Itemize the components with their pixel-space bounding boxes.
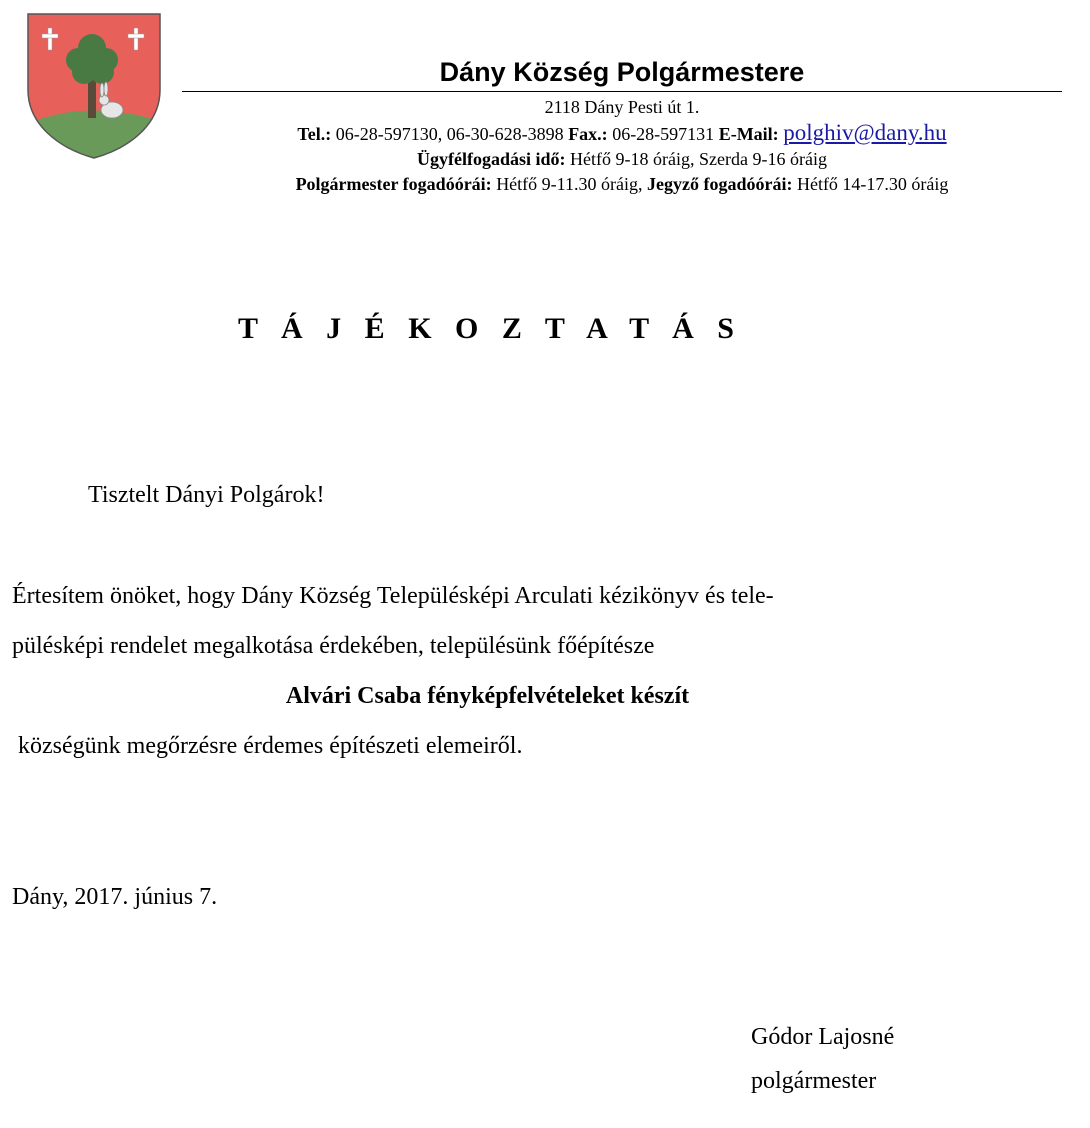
- fax-value: 06-28-597131: [607, 124, 719, 144]
- signature-name: Gódor Lajosné: [751, 1024, 895, 1050]
- body-line-1: Értesítem önöket, hogy Dány Község Településképi Arculati kézikönyv és tele-: [12, 583, 774, 609]
- email-label: E-Mail:: [718, 124, 779, 144]
- office-hours-line: [182, 148, 1062, 170]
- address-line: 2118 Dány Pesti út 1.: [544, 97, 700, 117]
- document-heading: T Á J É K O Z T A T Á S: [238, 312, 742, 345]
- tel-label: Tel.:: [297, 124, 332, 144]
- salutation: Tisztelt Dányi Polgárok!: [88, 482, 325, 508]
- contact-line: [182, 122, 1062, 145]
- reception-hours-line: [182, 173, 1062, 195]
- notary-hours-label: Jegyző fogadóórái:: [646, 174, 793, 194]
- mayor-hours-label: Polgármester fogadóórái:: [295, 174, 492, 194]
- body-line-2: pülésképi rendelet megalkotása érdekében, településünk főépítésze: [12, 633, 655, 659]
- office-hours-value: Hétfő 9-18 óráig, Szerda 9-16 óráig: [565, 149, 827, 169]
- email-link[interactable]: polghiv@dany.hu: [783, 120, 947, 145]
- notary-hours-value: Hétfő 14-17.30 óráig: [792, 174, 949, 194]
- organization-title: Dány Község Polgármestere: [439, 57, 805, 87]
- coat-of-arms-icon: [26, 12, 162, 160]
- office-hours-label: Ügyfélfogadási idő:: [417, 149, 566, 169]
- body-line-3: községünk megőrzésre érdemes építészeti elemeiről.: [18, 733, 523, 759]
- document-date: Dány, 2017. június 7.: [12, 884, 218, 910]
- mayor-hours-value: Hétfő 9-11.30 óráig,: [491, 174, 647, 194]
- body-emphasis: Alvári Csaba fényképfelvételeket készít: [285, 683, 690, 709]
- tel-value: 06-28-597130, 06-30-628-3898: [331, 124, 569, 144]
- signature-title: polgármester: [751, 1068, 877, 1094]
- header-divider: [182, 91, 1062, 92]
- fax-label: Fax.:: [568, 124, 608, 144]
